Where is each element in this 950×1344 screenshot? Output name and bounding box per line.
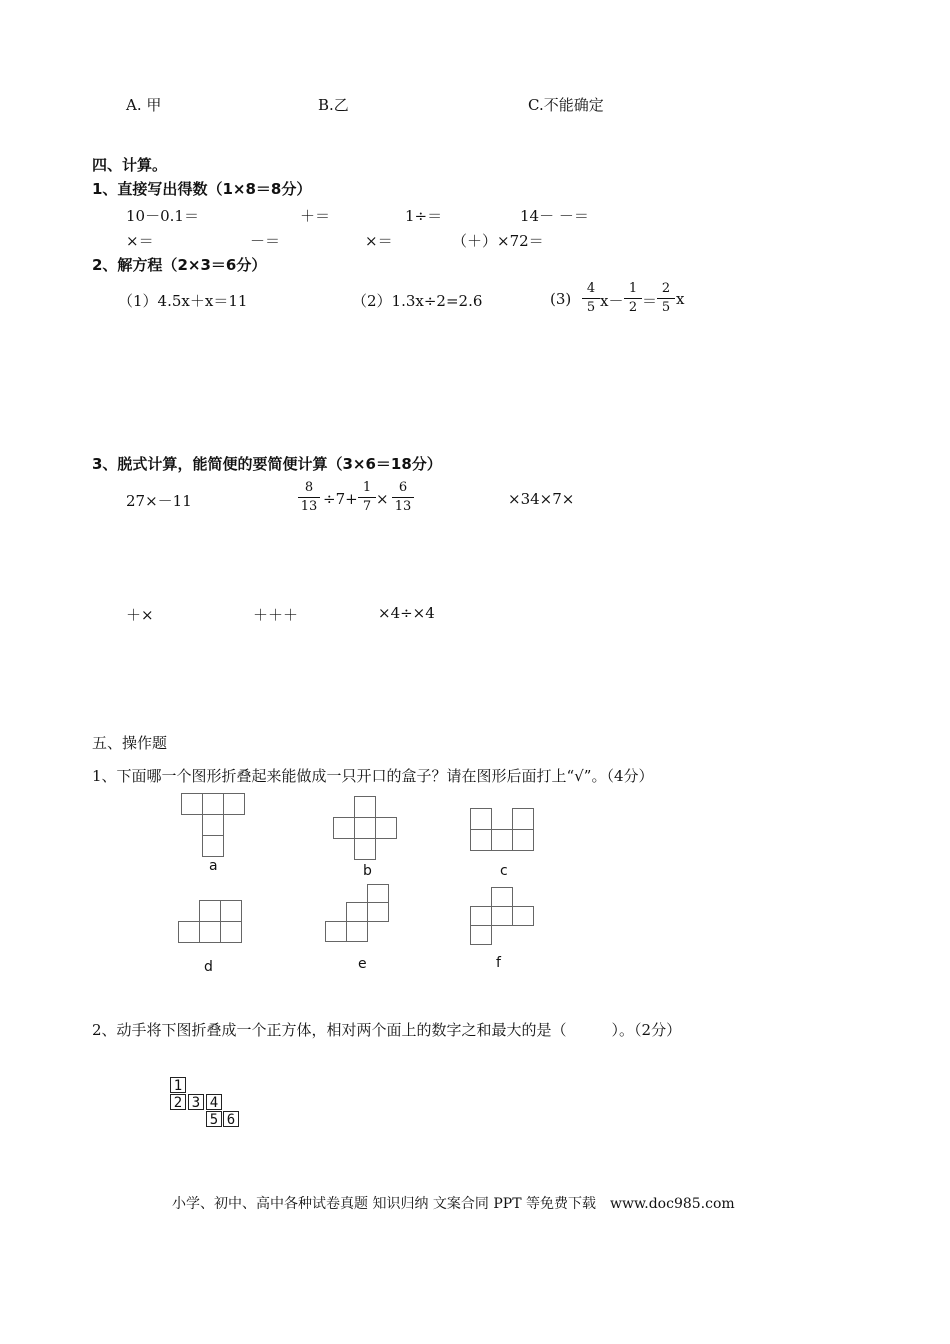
fraction-denominator: 5	[586, 300, 596, 315]
calc-2-mid: ÷7+	[323, 490, 358, 508]
s5-q1: 1、下面哪一个图形折叠起来能做成一只开口的盒子？请在图形后面打上“√”。（4分）	[92, 767, 654, 785]
q1-item-6: －＝	[250, 232, 281, 250]
q1-item-4: 14－ －＝	[520, 207, 589, 225]
cube-face-3: 3	[188, 1094, 204, 1110]
equation-3-mid: x－	[600, 292, 624, 310]
fraction-denominator: 7	[362, 499, 372, 514]
equation-3-x: x	[676, 290, 685, 308]
net-d-label: d	[204, 959, 213, 975]
fraction-numerator: 6	[398, 480, 408, 495]
equation-2: （2）1.3x÷2=2.6	[352, 292, 483, 310]
fraction-numerator: 1	[628, 281, 638, 296]
calc-2-fraction-1	[298, 481, 320, 514]
calc-2-fraction-3	[392, 481, 414, 514]
cube-face-4: 4	[206, 1094, 222, 1110]
cube-face-1: 1	[170, 1077, 186, 1093]
fraction-numerator: 1	[362, 480, 372, 495]
fraction-denominator: 5	[661, 300, 671, 315]
equation-1: （1）4.5x＋x＝11	[118, 292, 248, 310]
q1-item-1: 10－0.1＝	[126, 207, 199, 225]
q1-item-3: 1÷＝	[405, 207, 443, 225]
equation-3-label: (3)	[550, 290, 572, 308]
fraction-numerator: 8	[304, 480, 314, 495]
cube-face-6: 6	[223, 1111, 239, 1127]
net-c-label: c	[500, 863, 508, 879]
q1-heading: 1、直接写出得数（1×8＝8分）	[92, 180, 312, 198]
calc-1: 27×－11	[126, 492, 192, 510]
net-b-figure	[333, 796, 397, 860]
calc-2-fraction-2	[358, 481, 376, 514]
q1-item-8: （＋）×72＝	[452, 232, 544, 250]
fraction-denominator: 13	[300, 499, 318, 514]
equation-3-fraction-1	[582, 282, 600, 315]
net-f-label: f	[496, 955, 501, 971]
q1-item-2: ＋＝	[300, 207, 331, 225]
net-a-label: a	[209, 858, 218, 874]
calc-3: ×34×7×	[508, 490, 575, 508]
net-b-label: b	[363, 863, 372, 879]
cube-face-5: 5	[206, 1111, 222, 1127]
s5-q2: 2、动手将下图折叠成一个正方体，相对两个面上的数字之和最大的是（ ）。（2分）	[92, 1021, 682, 1039]
choice-b: B.乙	[318, 96, 349, 114]
net-e-figure	[325, 884, 389, 942]
net-a-figure	[181, 793, 245, 857]
equation-3-fraction-3	[657, 282, 675, 315]
fraction-numerator: 4	[586, 281, 596, 296]
page-footer: 小学、初中、高中各种试卷真题 知识归纳 文案合同 PPT 等免费下载 www.doc985.com	[172, 1196, 735, 1212]
choice-c: C.不能确定	[528, 96, 604, 114]
calc-2-times: ×	[376, 490, 389, 508]
q1-item-5: ×＝	[126, 232, 154, 250]
section4-title: 四、计算。	[92, 156, 168, 174]
q2-heading: 2、解方程（2×3＝6分）	[92, 256, 267, 274]
net-c-figure	[470, 808, 534, 850]
net-e-label: e	[358, 956, 367, 972]
choice-a: A. 甲	[126, 96, 162, 114]
q1-item-7: ×＝	[365, 232, 393, 250]
net-d-figure	[178, 900, 242, 942]
equation-3-equals: ＝	[642, 292, 658, 310]
calc-5: ＋＋＋	[253, 606, 299, 624]
section5-title: 五、操作题	[92, 734, 168, 752]
calc-4: ＋×	[126, 606, 154, 624]
cube-face-2: 2	[170, 1094, 186, 1110]
fraction-denominator: 2	[628, 300, 638, 315]
net-f-figure	[470, 887, 534, 945]
q3-heading: 3、脱式计算，能简便的要简便计算（3×6＝18分）	[92, 455, 442, 473]
fraction-denominator: 13	[394, 499, 412, 514]
equation-3-fraction-2	[624, 282, 642, 315]
fraction-numerator: 2	[661, 281, 671, 296]
calc-6: ×4÷×4	[378, 604, 435, 622]
